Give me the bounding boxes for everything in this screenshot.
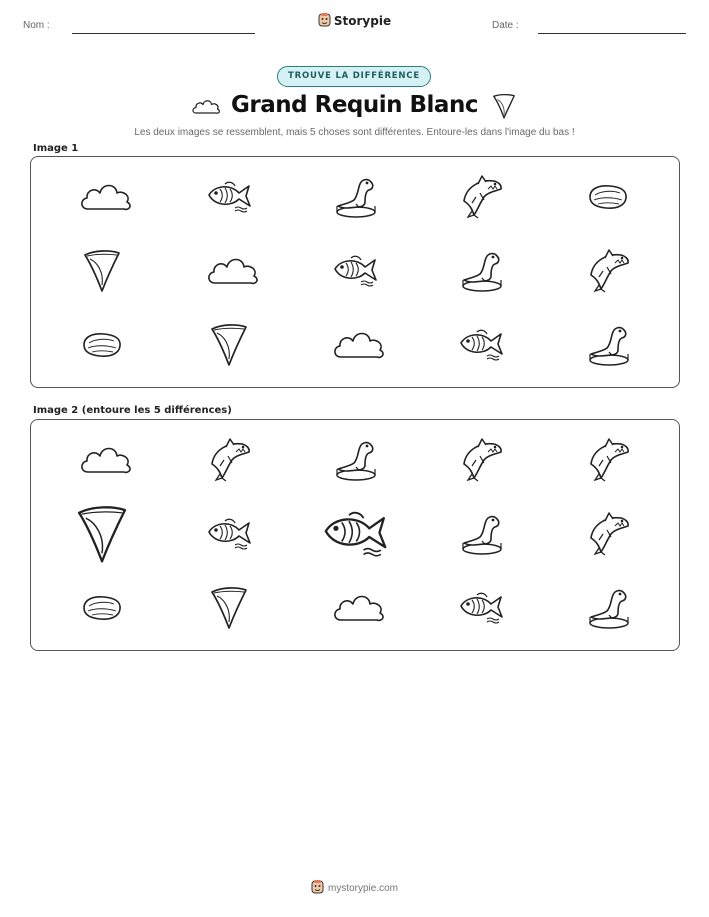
tooth-icon (209, 584, 249, 634)
image2-cell[interactable] (545, 572, 671, 646)
image2-cell[interactable] (165, 572, 291, 646)
title-tooth-icon (492, 92, 516, 124)
image2-cell[interactable] (418, 498, 544, 572)
image1-cell[interactable] (39, 161, 165, 235)
storypie-logo-icon (311, 880, 324, 897)
shark-icon (458, 173, 504, 223)
image1-cell[interactable] (39, 235, 165, 309)
seal-icon (332, 174, 378, 222)
seal-icon (585, 322, 631, 370)
seal-icon (458, 511, 504, 559)
image2-grid (31, 420, 679, 650)
seal-icon (585, 585, 631, 633)
shark-icon (585, 436, 631, 486)
image2-cell[interactable] (292, 498, 418, 572)
image1-label: Image 1 (33, 143, 79, 154)
image1-cell[interactable] (165, 309, 291, 383)
image2-cell[interactable] (39, 498, 165, 572)
image1-cell[interactable] (545, 161, 671, 235)
fish-icon (331, 253, 379, 291)
image1-cell[interactable] (418, 235, 544, 309)
image1-cell[interactable] (418, 309, 544, 383)
fish-icon (457, 327, 505, 365)
image1-cell[interactable] (418, 161, 544, 235)
image2-cell[interactable] (545, 424, 671, 498)
shark-icon (458, 436, 504, 486)
page-title: Grand Requin Blanc (231, 92, 478, 118)
cloud-icon (78, 179, 126, 217)
rock-icon (80, 329, 124, 363)
image1-cell[interactable] (292, 235, 418, 309)
brand-name: Storypie (333, 14, 392, 28)
image2-cell[interactable] (39, 572, 165, 646)
image2-cell[interactable] (292, 424, 418, 498)
shark-icon (585, 510, 631, 560)
date-label: Date : (492, 20, 519, 31)
date-field[interactable] (538, 33, 686, 34)
fish-icon (320, 508, 390, 561)
image2-label: Image 2 (entoure les 5 différences) (33, 405, 232, 416)
image2-cell[interactable] (292, 572, 418, 646)
image1-cell[interactable] (292, 309, 418, 383)
image1-cell[interactable] (165, 235, 291, 309)
seal-icon (458, 248, 504, 296)
instructions: Les deux images se ressemblent, mais 5 choses sont différentes. Entoure-les dans l'image du bas ! (134, 127, 575, 138)
shark-icon (585, 247, 631, 297)
image1-panel (30, 156, 680, 388)
fish-icon (457, 590, 505, 628)
image2-cell[interactable] (418, 424, 544, 498)
rock-icon (586, 181, 630, 215)
image1-cell[interactable] (165, 161, 291, 235)
image1-grid (31, 157, 679, 387)
image1-cell[interactable] (545, 309, 671, 383)
tooth-icon (209, 321, 249, 371)
image2-cell[interactable] (39, 424, 165, 498)
shark-icon (206, 436, 252, 486)
image1-cell[interactable] (292, 161, 418, 235)
image2-cell[interactable] (545, 498, 671, 572)
footer-url: mystorypie.com (327, 883, 398, 895)
storypie-logo-icon (318, 13, 331, 30)
cloud-icon (331, 327, 379, 365)
cloud-icon (331, 590, 379, 628)
name-label: Nom : (23, 20, 50, 31)
fish-icon (205, 179, 253, 217)
rock-icon (80, 592, 124, 626)
image2-cell[interactable] (165, 498, 291, 572)
tooth-icon (75, 502, 129, 568)
footer (0, 880, 709, 897)
image1-cell[interactable] (545, 235, 671, 309)
tooth-icon (82, 247, 122, 297)
fish-icon (205, 516, 253, 554)
cloud-icon (78, 442, 126, 480)
image2-cell[interactable] (165, 424, 291, 498)
name-field[interactable] (72, 33, 255, 34)
seal-icon (332, 437, 378, 485)
image2-cell[interactable] (418, 572, 544, 646)
cloud-icon (205, 253, 253, 291)
image2-panel (30, 419, 680, 651)
image1-cell[interactable] (39, 309, 165, 383)
brand (0, 13, 709, 30)
activity-badge: TROUVE LA DIFFÉRENCE (277, 66, 431, 87)
